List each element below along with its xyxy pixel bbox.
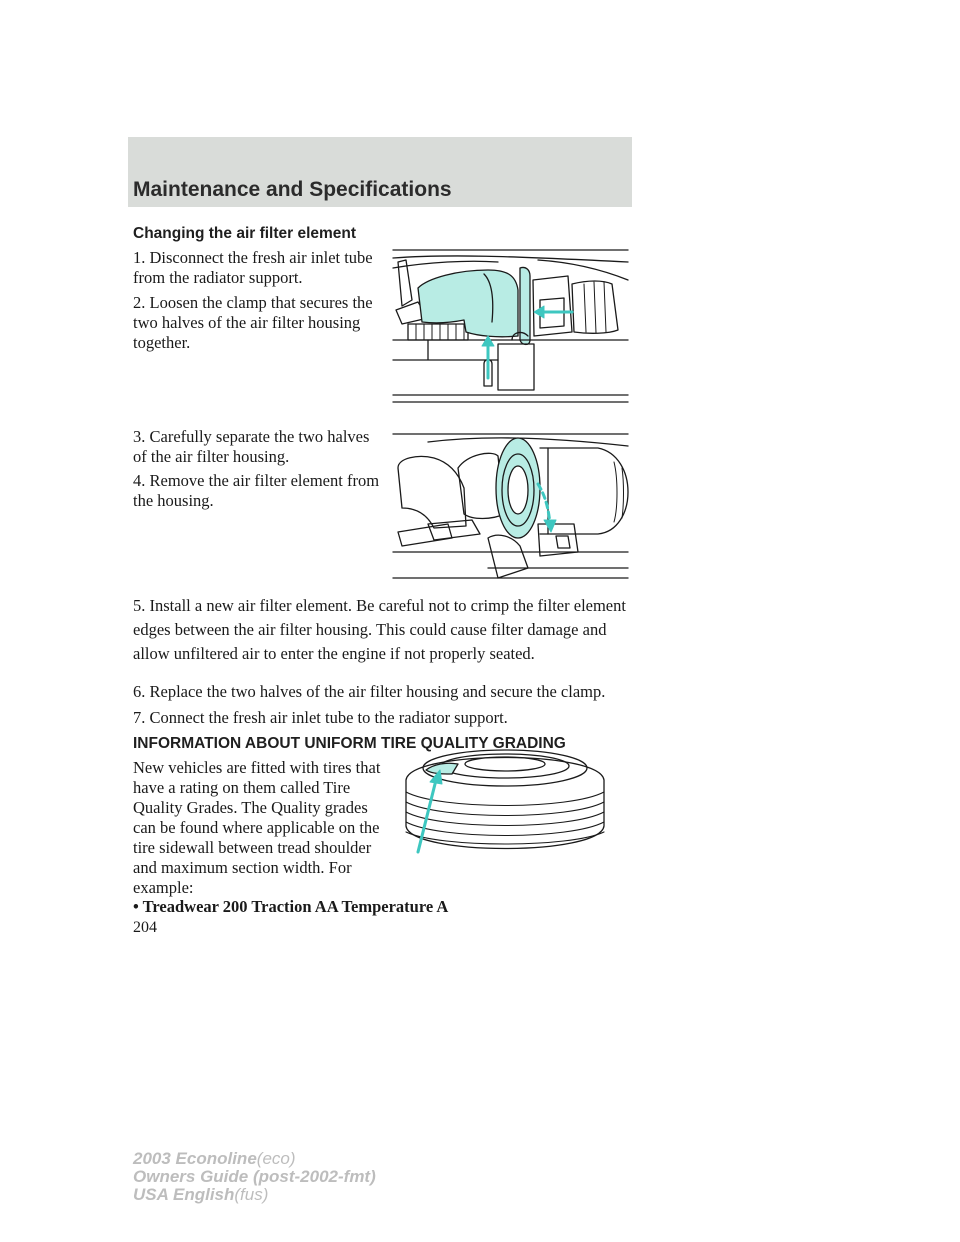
footer — [133, 1150, 376, 1204]
footer-line-1 — [133, 1150, 376, 1168]
footer-language: USA English — [133, 1185, 235, 1204]
page-number: 204 — [133, 919, 157, 936]
footer-line-3 — [133, 1186, 376, 1204]
tire-grading-intro: New vehicles are fitted with tires that have a rating on them called Tire Quality Grades. The Quality grades can be found where applicable on the tire sidewall between tread shoulder and maximum section width. For example: — [133, 758, 381, 897]
footer-language-code: (fus) — [234, 1185, 269, 1204]
tire-grading-heading: INFORMATION ABOUT UNIFORM TIRE QUALITY GRADING — [133, 735, 566, 752]
grading-bullet-item — [133, 897, 448, 917]
grading-example: Treadwear 200 Traction AA Temperature A — [142, 897, 449, 916]
step-1: 1. Disconnect the fresh air inlet tube from the radiator support. — [133, 248, 373, 287]
bullet-symbol: • — [133, 897, 139, 916]
step-3: 3. Carefully separate the two halves of the air filter housing. — [133, 427, 370, 466]
page-title: Maintenance and Specifications — [133, 178, 452, 201]
step-2: 2. Loosen the clamp that secures the two halves of the air filter housing together. — [133, 293, 373, 352]
footer-vehicle: 2003 Econoline — [133, 1149, 257, 1168]
step-4: 4. Remove the air filter element from the housing. — [133, 471, 380, 510]
tire-sidewall-grading-illustration — [400, 740, 610, 858]
air-filter-heading: Changing the air filter element — [133, 225, 357, 242]
step-7: 7. Connect the fresh air inlet tube to the radiator support. — [133, 708, 508, 727]
step-6: 6. Replace the two halves of the air filter housing and secure the clamp. — [133, 682, 606, 701]
footer-line-2: Owners Guide (post-2002-fmt) — [133, 1167, 376, 1186]
step-5: 5. Install a new air filter element. Be careful not to crimp the filter element edges between the air filter housing. This could cause filter damage and allow unfiltered air to enter the engine if not properly seated. — [133, 596, 626, 663]
air-filter-housing-open-illustration — [388, 428, 634, 590]
air-inlet-tube-clamp-illustration — [388, 240, 634, 410]
footer-vehicle-code: (eco) — [256, 1149, 296, 1168]
